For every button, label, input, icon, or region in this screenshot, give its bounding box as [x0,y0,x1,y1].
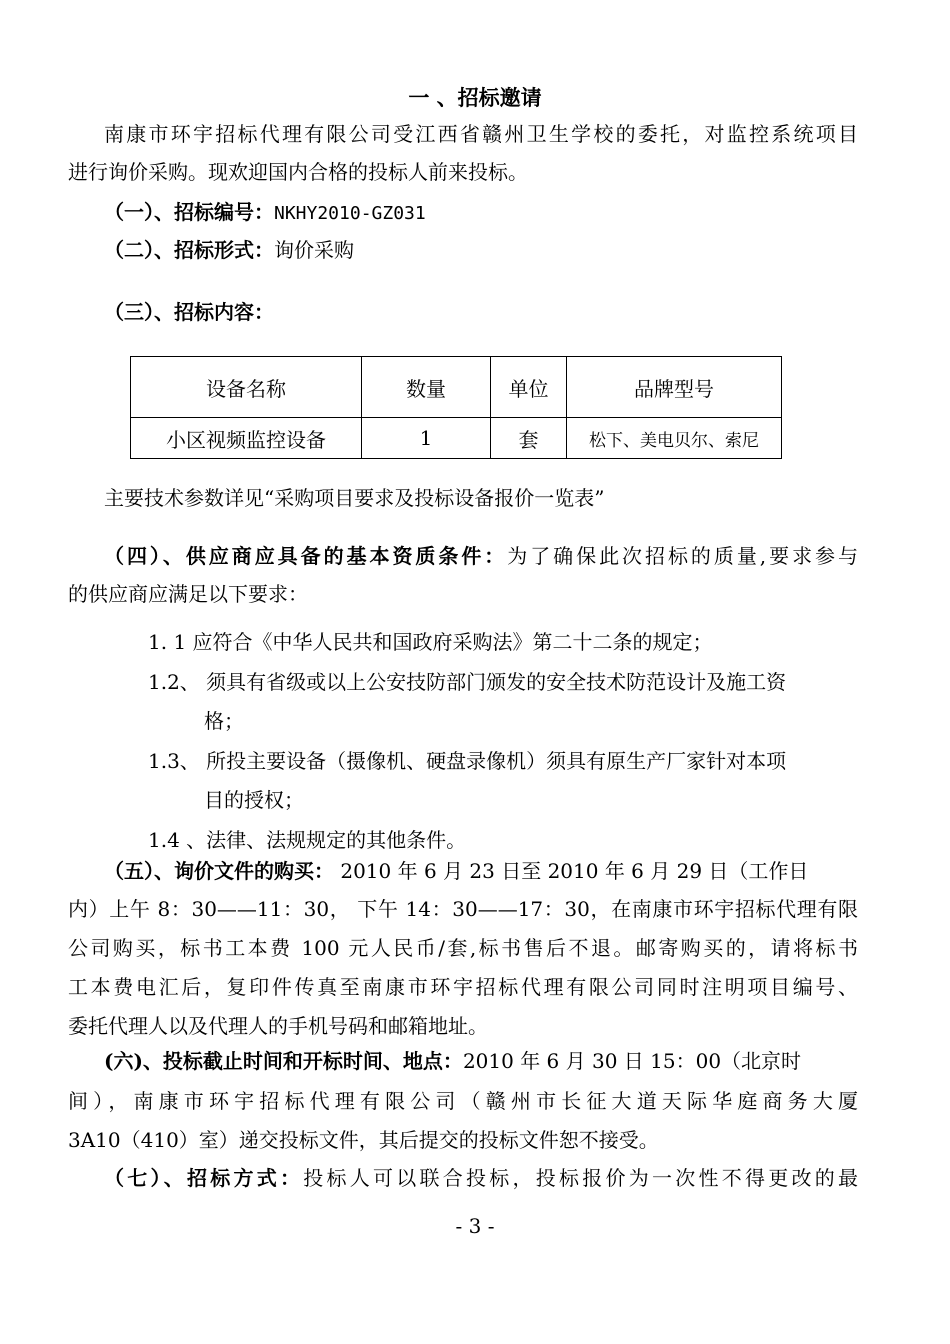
qualification-text: 为了确保此次招标的质量,要求参与 [507,544,858,568]
section-title: 一 、招标邀请 [408,85,542,110]
table-cell: 1 [362,418,491,459]
bid-form-label: （二）、招标形式： [104,238,274,262]
bid-form-row [104,236,894,264]
deadline-line-3: 3A10（410）室）递交投标文件，其后提交的投标文件恕不接受。 [68,1128,659,1152]
qualification-row [104,542,858,570]
requirement-1-2: 1.2、 须具有省级或以上公安技防部门颁发的安全技术防范设计及施工资 [148,670,787,694]
purchase-line-1: 2010 年 6 月 23 日至 2010 年 6 月 29 日（工作日 [334,859,809,883]
table-cell: 松下、美电贝尔、索尼 [567,418,782,459]
table-header-cell: 品牌型号 [567,357,782,418]
bid-number-row [104,198,894,228]
purchase-line-3: 公司购买，标书工本费 100 元人民币/套,标书售后不退。邮寄购买的，请将标书 [68,936,858,960]
method-line-1: 投标人可以联合投标，投标报价为一次性不得更改的最 [303,1166,858,1190]
requirement-1-3: 1.3、 所投主要设备（摄像机、硬盘录像机）须具有原生产厂家针对本项 [148,749,787,773]
purchase-row [104,857,858,885]
requirement-1-4: 1.4 、法律、法规规定的其他条件。 [148,828,467,852]
deadline-label: (六)、投标截止时间和开标时间、地点： [104,1049,463,1073]
requirement-1-3-cont: 目的授权； [204,788,304,812]
table-row [131,418,782,459]
requirement-1-2-cont: 格； [204,709,244,733]
deadline-row [104,1047,858,1075]
intro-line-1: 南康市环宇招标代理有限公司受江西省赣州卫生学校的委托，对监控系统项目 [104,122,858,146]
equipment-table [130,356,782,459]
purchase-line-4: 工本费电汇后，复印件传真至南康市环宇招标代理有限公司同时注明项目编号、 [68,975,858,999]
deadline-line-2: 间），南康市环宇招标代理有限公司（赣州市长征大道天际华庭商务大厦 [68,1089,858,1113]
table-cell: 小区视频监控设备 [131,418,362,459]
purchase-label: （五）、询价文件的购买： [104,859,334,883]
bid-content-label: （三）、招标内容： [104,300,274,324]
page-number: - 3 - [455,1214,495,1238]
table-header-cell: 数量 [362,357,491,418]
method-label: （七）、招标方式： [104,1166,304,1190]
tech-note: 主要技术参数详见“采购项目要求及投标设备报价一览表” [104,486,605,510]
table-header-cell: 单位 [491,357,567,418]
purchase-line-2: 内）上午 8：30——11：30， 下午 14：30——17：30，在南康市环宇招标代理有限 [68,897,858,921]
bid-form-value: 询价采购 [274,238,354,262]
requirement-1-1: 1. 1 应符合《中华人民共和国政府采购法》第二十二条的规定； [148,630,713,654]
deadline-line-1: 2010 年 6 月 30 日 15：00（北京时 [462,1049,802,1073]
table-header-row [131,357,782,418]
method-row [104,1164,858,1192]
table-header-cell: 设备名称 [131,357,362,418]
bid-number-label: （一）、招标编号： [104,200,274,224]
intro-line-2: 进行询价采购。现欢迎国内合格的投标人前来投标。 [68,160,528,184]
qualification-line-2: 的供应商应满足以下要求： [68,582,308,606]
bid-number-value: NKHY2010-GZ031 [274,203,426,224]
table-cell: 套 [491,418,567,459]
purchase-line-5: 委托代理人以及代理人的手机号码和邮箱地址。 [68,1014,488,1038]
qualification-label: （四）、供应商应具备的基本资质条件： [104,544,508,568]
